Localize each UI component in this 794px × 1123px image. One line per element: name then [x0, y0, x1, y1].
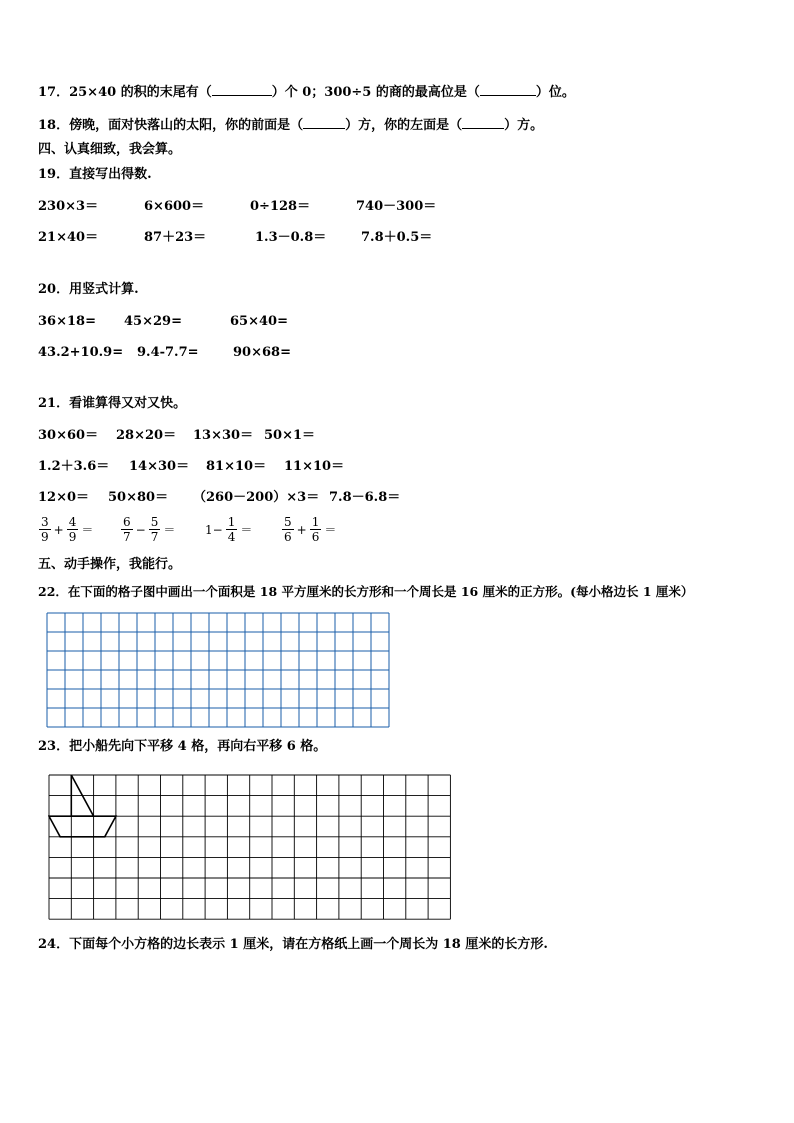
q21-item: 12×0＝: [38, 490, 90, 505]
q21-item: 14×30＝: [129, 459, 190, 474]
fraction: [226, 515, 238, 544]
fraction: [121, 515, 133, 544]
fraction: [39, 515, 51, 544]
equals-sign: ＝: [240, 523, 253, 537]
question-24-title: 24．下面每个小方格的边长表示 1 厘米，请在方格纸上画一个周长为 18 厘米的长方形.: [38, 937, 548, 952]
q21-item: 11×10＝: [284, 459, 345, 474]
denominator: 6: [284, 530, 292, 544]
question-17: [38, 83, 575, 101]
q18-answer-blank-2[interactable]: [462, 116, 504, 129]
operator: +: [53, 522, 64, 537]
denominator: 6: [311, 530, 320, 544]
numerator: 6: [123, 515, 131, 529]
q17-text-1: 17．25×40 的积的末尾有（: [38, 85, 212, 100]
q22-drawing-grid[interactable]: [46, 612, 390, 730]
q17-answer-blank-2[interactable]: [480, 83, 536, 96]
question-20-title: 20．用竖式计算.: [38, 282, 139, 297]
q18-text-2: ）方，你的左面是（: [345, 118, 463, 133]
q19-item: 1.3－0.8＝: [255, 230, 327, 245]
whole-minus: 1−: [205, 522, 223, 537]
denominator: 7: [123, 530, 131, 544]
boat-hull: [49, 816, 116, 837]
denominator: 9: [41, 530, 49, 544]
q21-item: 81×10＝: [206, 459, 267, 474]
q18-answer-blank-1[interactable]: [303, 116, 345, 129]
q21-fraction-item: [203, 515, 254, 544]
q17-text-2: ）个 0；300÷5 的商的最高位是（: [271, 85, 480, 100]
question-21-title: 21．看谁算得又对又快。: [38, 396, 187, 411]
numerator: 5: [150, 515, 159, 529]
q21-item: 28×20＝: [116, 428, 177, 443]
q19-item: 230×3＝: [38, 199, 99, 214]
q17-answer-blank-1[interactable]: [212, 83, 272, 96]
q21-item: 1.2＋3.6＝: [38, 459, 110, 474]
question-18: [38, 116, 543, 134]
q21-item: （260－200）×3＝: [193, 490, 320, 505]
q19-item: 6×600＝: [144, 199, 205, 214]
denominator: 9: [68, 530, 77, 544]
q18-text-3: ）方。: [504, 118, 544, 133]
q20-item: 45×29=: [124, 314, 182, 329]
question-19-title: 19．直接写出得数.: [38, 167, 152, 182]
fraction: [310, 515, 322, 544]
question-23-title: 23．把小船先向下平移 4 格，再向右平移 6 格。: [38, 739, 327, 754]
numerator: 4: [68, 515, 77, 529]
q19-item: 87＋23＝: [144, 230, 207, 245]
denominator: 7: [150, 530, 159, 544]
operator: +: [296, 522, 307, 537]
numerator: 5: [284, 515, 292, 529]
q20-item: 43.2+10.9=: [38, 345, 124, 360]
section-5-heading: 五、动手操作，我能行。: [38, 557, 182, 572]
q19-item: 21×40＝: [38, 230, 99, 245]
q20-item: 9.4-7.7=: [137, 345, 199, 360]
q21-fraction-item: [281, 515, 338, 544]
numerator: 1: [227, 515, 236, 529]
denominator: 4: [227, 530, 236, 544]
operator: −: [135, 522, 146, 537]
equals-sign: ＝: [163, 523, 176, 537]
q20-item: 90×68=: [233, 345, 291, 360]
q20-item: 36×18=: [38, 314, 96, 329]
q23-drawing-grid[interactable]: [48, 774, 451, 920]
q18-text-1: 18．傍晚，面对快落山的太阳，你的前面是（: [38, 118, 304, 133]
fraction: [149, 515, 161, 544]
q19-item: 0÷128＝: [250, 199, 311, 214]
q17-text-3: ）位。: [535, 85, 575, 100]
q20-item: 65×40=: [230, 314, 288, 329]
q21-fraction-item: [120, 515, 177, 544]
q21-fraction-item: [38, 515, 95, 544]
fraction: [282, 515, 294, 544]
q19-item: 7.8＋0.5＝: [361, 230, 433, 245]
q21-item: 13×30＝: [193, 428, 254, 443]
numerator: 3: [41, 515, 49, 529]
equals-sign: ＝: [324, 523, 337, 537]
section-4-heading: 四、认真细致，我会算。: [38, 142, 182, 157]
q21-item: 50×80＝: [108, 490, 169, 505]
q21-item: 50×1＝: [264, 428, 316, 443]
equals-sign: ＝: [81, 523, 94, 537]
numerator: 1: [311, 515, 320, 529]
question-22-title: 22．在下面的格子图中画出一个面积是 18 平方厘米的长方形和一个周长是 16 厘米的正方形。(每小格边长 1 厘米）: [38, 584, 694, 599]
q19-item: 740－300＝: [356, 199, 437, 214]
fraction: [67, 515, 79, 544]
q21-item: 30×60＝: [38, 428, 99, 443]
q21-item: 7.8－6.8＝: [329, 490, 401, 505]
